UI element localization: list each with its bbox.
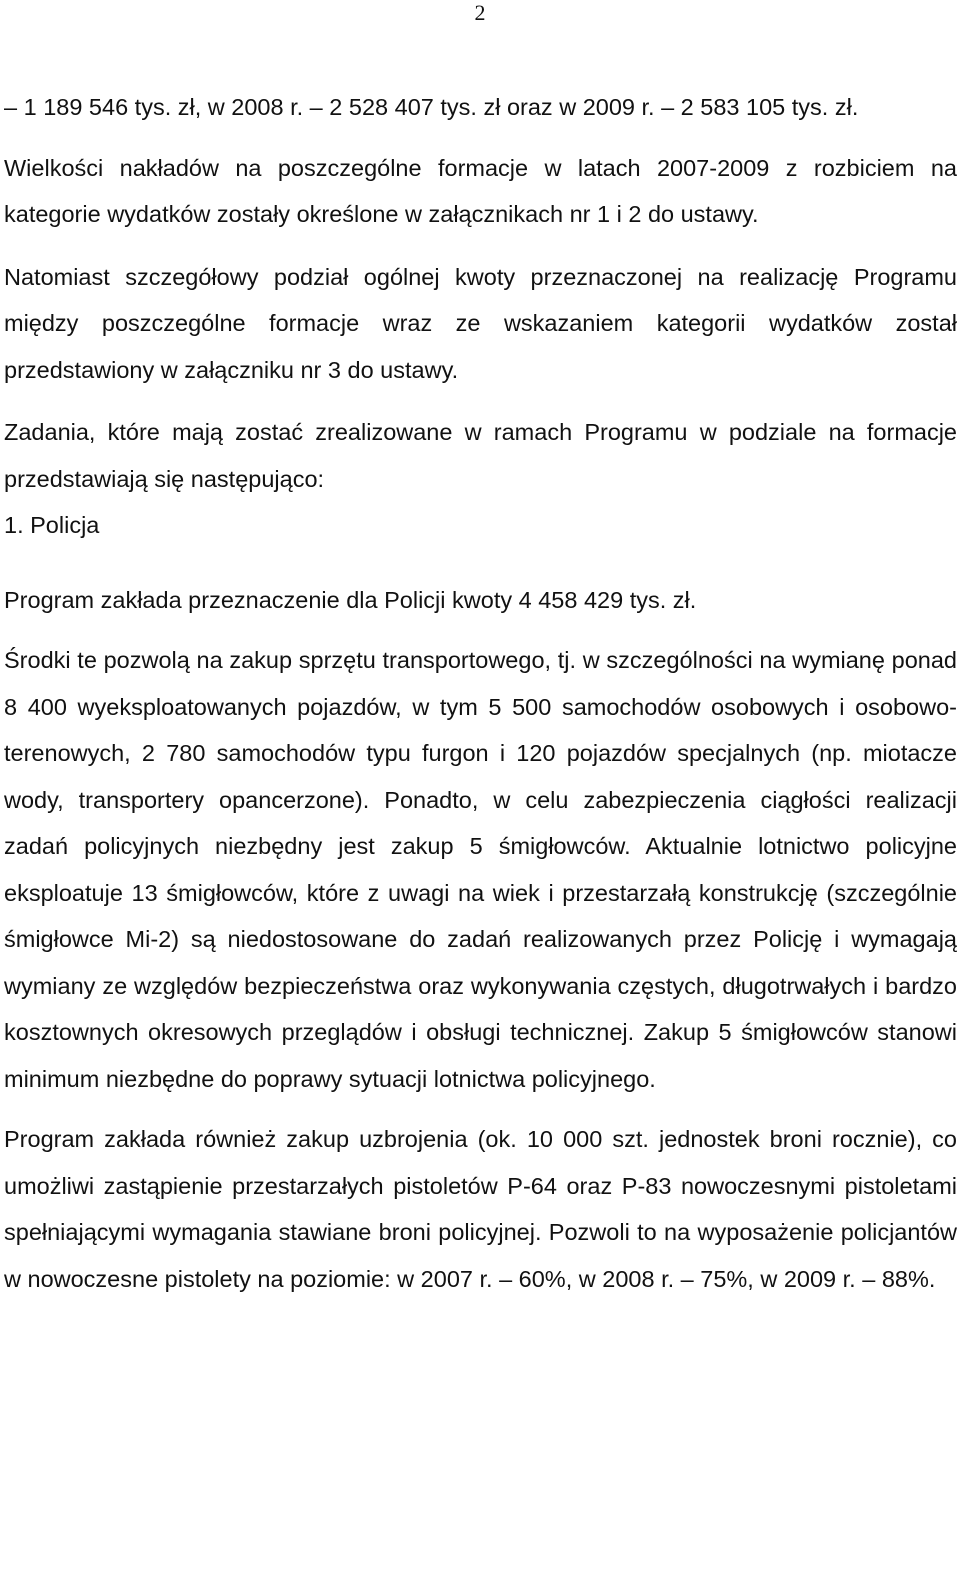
document-body xyxy=(4,84,957,1302)
page-number: 2 xyxy=(474,0,486,25)
transport-helicopters-paragraph: Środki te pozwolą na zakup sprzętu transportowego, tj. w szczególności na wymianę ponad 8 400 wyeksploatowanych pojazdów, w tym 5 500 samochodów osobowych i osobowo-terenowych, 2 780 samochodów typu furgon i 120 pojazdów specjalnych (np. miotacze wody, transportery opancerzone). Ponadto, w celu zabezpieczenia ciągłości realizacji zadań policyjnych niezbędny jest zakup 5 śmigłowców. Aktualnie lotnictwo policyjne eksploatuje 13 śmigłowców, które z uwagi na wiek i przestarzałą konstrukcję (szczególnie śmigłowce Mi-2) są niedostosowane do zadań realizowanych przez Policję i wymagają wymiany ze względów bezpieczeństwa oraz wykonywania częstych, długotrwałych i bardzo kosztownych okresowych przeglądów i obsługi technicznej. Zakup 5 śmigłowców stanowi minimum niezbędne do poprawy sytuacji lotnictwa policyjnego. xyxy=(4,647,957,1092)
categories-paragraph: Wielkości nakładów na poszczególne formacje w latach 2007-2009 z rozbiciem na kategorie wydatków zostały określone w załącznikach nr 1 i 2 do ustawy. xyxy=(4,154,957,227)
police-amount-paragraph: Program zakłada przeznaczenie dla Policji kwoty 4 458 429 tys. zł. xyxy=(4,586,697,613)
intro-amounts-paragraph: – 1 189 546 tys. zł, w 2008 r. – 2 528 407 tys. zł oraz w 2009 r. – 2 583 105 tys. zł. xyxy=(4,94,859,120)
weapons-paragraph: Program zakłada również zakup uzbrojenia (ok. 10 000 szt. jednostek broni rocznie), co umożliwi zastąpienie przestarzałych pistoletów P-64 oraz P-83 nowoczesnymi pistoletami spełniającymi wymagania stawiane broni policyjnej. Pozwoli to na wyposażenie policjantów w nowoczesne pistolety na poziomie: w 2007 r. – 60%, w 2008 r. – 75%, w 2009 r. – 88%. xyxy=(4,1126,957,1292)
section-heading-policja: 1. Policja xyxy=(4,512,100,538)
detail-allocation-paragraph: Natomiast szczegółowy podział ogólnej kwoty przeznaczonej na realizację Programu między poszczególne formacje wraz ze wskazaniem kategorii wydatków został przedstawiony w załączniku nr 3 do ustawy. xyxy=(4,263,957,383)
tasks-intro-paragraph: Zadania, które mają zostać zrealizowane w ramach Programu w podziale na formacje przedstawiają się następująco: xyxy=(4,419,957,492)
